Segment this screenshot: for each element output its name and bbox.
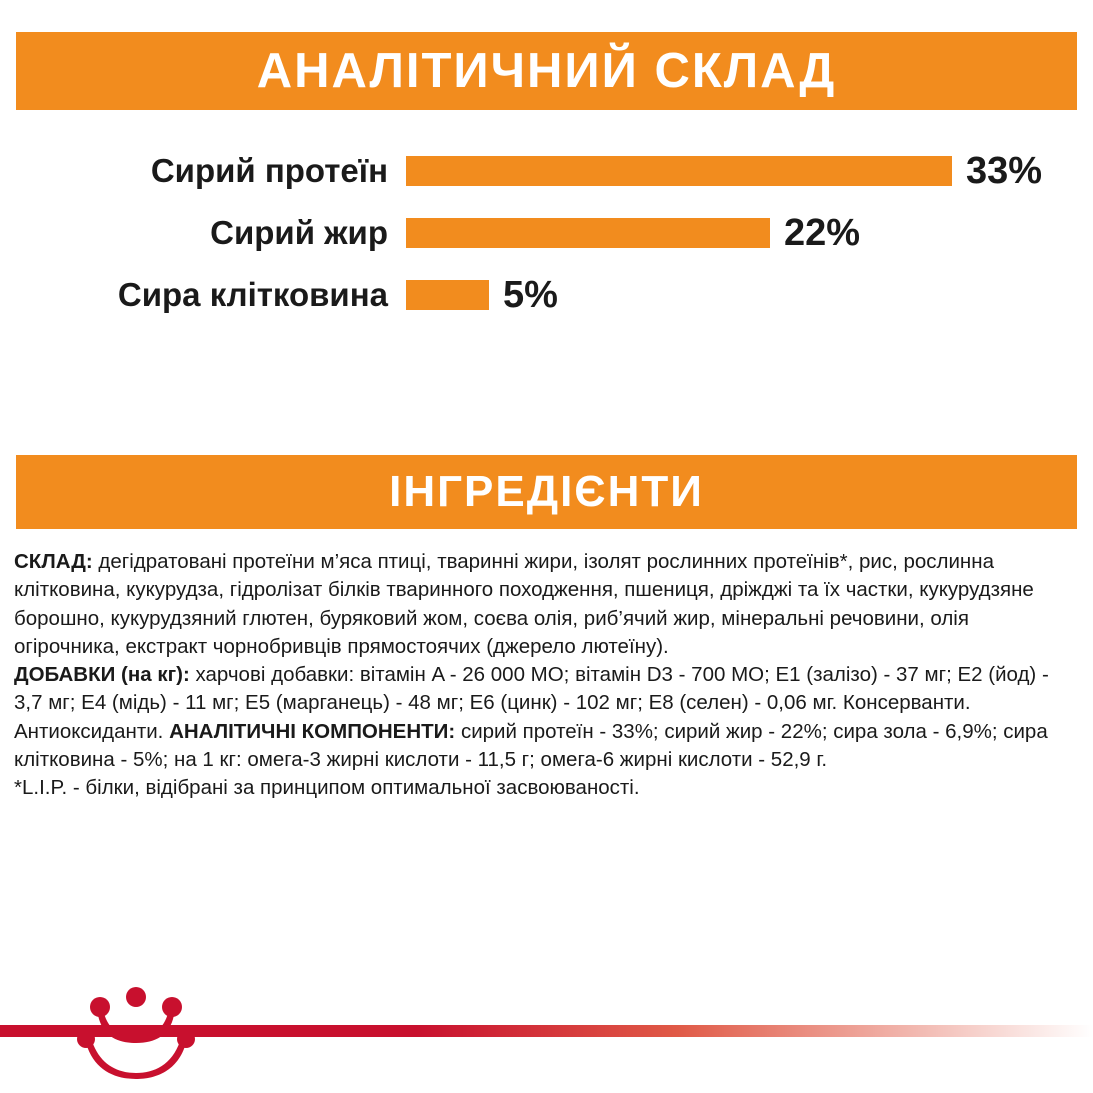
composition-text: дегідратовані протеїни м’яса птиці, тваринні жири, ізолят рослинних протеїнів*, рис, рослинна клітковина, кукурудза, гідролізат білків тваринного походження, пшениця, дріжджі та їх частки, кукурудзяне борошно, кукурудзяний глютен, буряковий жом, соєва олія, риб’ячий жир, мінеральні речовини, олія огірочника, екстракт чорнобривців прямостоячих (джерело лютеїну).: [14, 550, 1034, 658]
chart-value-label: 33%: [966, 149, 1043, 192]
ingredients-header: ІНГРЕДІЄНТИ: [16, 455, 1077, 529]
composition-paragraph: [14, 548, 1079, 661]
chart-value-label: 22%: [784, 211, 861, 254]
additives-label: ДОБАВКИ (на кг):: [14, 663, 190, 687]
analytical-composition-chart: [16, 140, 1077, 360]
analytical-components-label: АНАЛІТИЧНІ КОМПОНЕНТИ:: [169, 719, 456, 743]
chart-bar: [406, 156, 952, 186]
chart-category-label: Сирий протеїн: [150, 152, 388, 189]
chart-value-label: 5%: [503, 273, 558, 316]
chart-category-label: Сира клітковина: [117, 276, 388, 313]
analytical-composition-header: АНАЛІТИЧНИЙ СКЛАД: [16, 32, 1077, 110]
chart-row: [16, 140, 1077, 202]
chart-bar-container: [406, 150, 1077, 193]
chart-bar-container: [406, 274, 1077, 317]
chart-bar-container: [406, 212, 1077, 255]
chart-bar: [406, 218, 770, 248]
chart-row: [16, 264, 1077, 326]
analytical-components-text: сирий протеїн - 33%; сирий жир - 22%; сира зола - 6,9%; сира клітковина - 5%; на 1 кг: омега-3 жирні кислоти - 11,5 г; омега-6 жирні кислоти - 52,9 г.: [14, 719, 1048, 771]
chart-bar: [406, 280, 489, 310]
additives-text: харчові добавки: вітамін A - 26 000 МО; вітамін D3 - 700 МО; E1 (залізо) - 37 мг; E2 (йод) - 3,7 мг; E4 (мідь) - 11 мг; E5 (марганець) - 48 мг; E6 (цинк) - 102 мг; E8 (селен) - 0,06 мг. Консерванти. Антиоксиданти.: [14, 663, 1049, 743]
ingredients-body: [14, 548, 1079, 803]
footer: [0, 981, 1093, 1093]
composition-label: СКЛАД:: [14, 550, 93, 573]
royal-canin-crown-logo-icon: [76, 985, 196, 1085]
chart-row: [16, 202, 1077, 264]
chart-category-label: Сирий жир: [210, 214, 388, 251]
additives-paragraph: [14, 661, 1079, 774]
footnote: *L.I.P. - білки, відібрані за принципом оптимальної засвоюваності.: [14, 776, 640, 800]
